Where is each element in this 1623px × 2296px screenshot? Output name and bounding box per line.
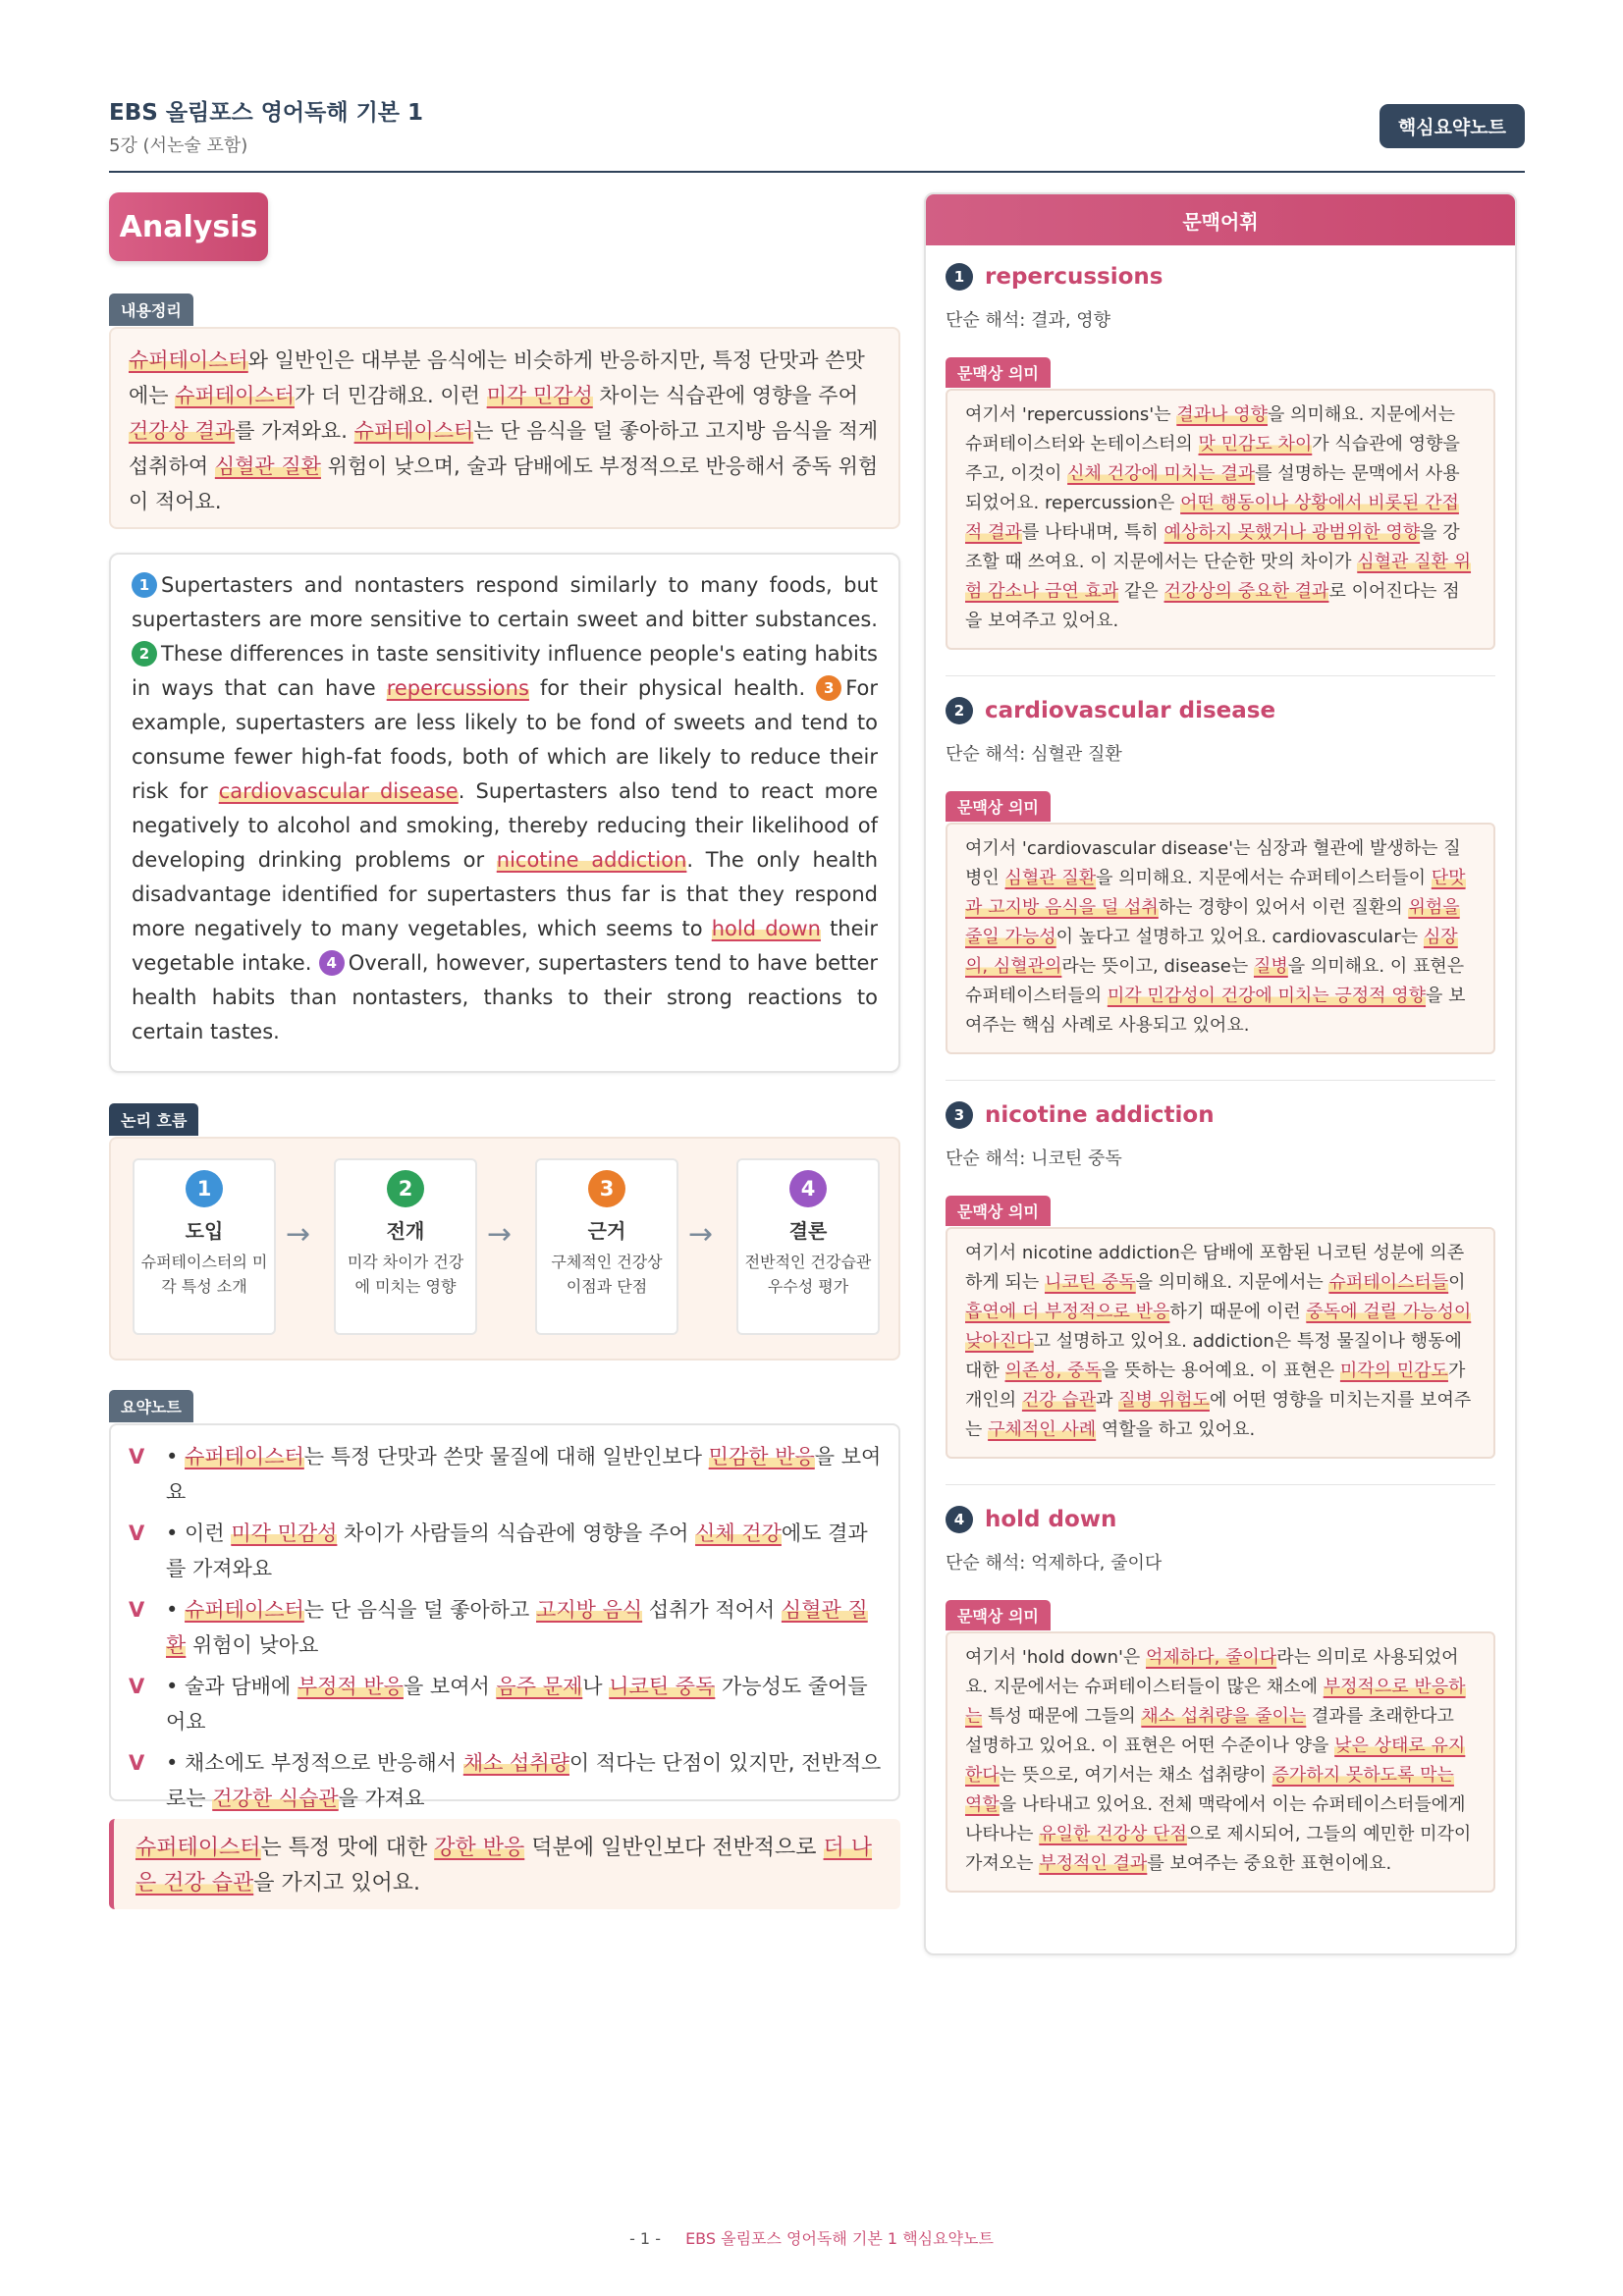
logic-flow [109, 1137, 900, 1361]
analysis-heading: Analysis [109, 192, 268, 261]
simple-translation: 니코틴 중독 [1031, 1148, 1122, 1169]
page-header [109, 94, 1525, 173]
context-meaning: 여기서 'repercussions'는 결과나 영향을 의미해요. 지문에서는 슈퍼테이스터와 논테이스터의 맛 민감도 차이가 식습관에 영향을 주고, 이것이 신체 건강에 미치는 결과를 설명하는 문맥에서 사용되었어요. repercussion은 어떤 행동이나 상황에서 비롯된 간접적 결과를 나타내며, 특히 예상하지 못했거나 광범위한 영향을 강조할 때 쓰여요. 이 지문에서는 단순한 맛의 차이가 심혈관 질환 위험 감소나 금연 효과 같은 건강상의 중요한 결과로 이어진다는 점을 보여주고 있어요. [946, 389, 1495, 650]
check-marker: V [129, 1598, 145, 1622]
flow-step-conclusion [736, 1158, 880, 1335]
flow-step-evidence [535, 1158, 678, 1335]
check-marker: V [129, 1445, 145, 1468]
flow-step-development [334, 1158, 477, 1335]
check-marker: V [129, 1675, 145, 1698]
context-tag: 문맥상 의미 [946, 1196, 1051, 1226]
flow-arrow: → [487, 1217, 513, 1252]
english-passage: 1 Supertasters and nontasters respond similarly to many foods, but supertasters are more sensitive to certain sweet and bitter substances. 2 These differences in taste sensitivity influence people's eating habits in ways that can have repercussions for their physical health. 3 For example, supertasters are less likely to be fond of sweets and tend to consume fewer high-fat foods, both of which are likely to reduce their risk for cardiovascular disease. Supertasters also tend to react more negatively to alcohol and smoking, thereby reducing their likelihood of developing drinking problems or nicotine addiction. The only health disadvantage identified for supertasters thus far is that they respond more negatively to many vegetables, which seems to hold down their vegetable intake. 4 Overall, however, supertasters tend to have better health habits than nontasters, thanks to their strong reactions to certain tastes. [109, 553, 900, 1073]
page-footer [0, 2226, 1623, 2249]
content-summary: 슈퍼테이스터와 일반인은 대부분 음식에는 비슷하게 반응하지만, 특정 단맛과 쓴맛에는 슈퍼테이스터가 더 민감해요. 이런 미각 민감성 차이는 식습관에 영향을 주어 건강상 결과를 가져와요. 슈퍼테이스터는 단 음식을 덜 좋아하고 고지방 음식을 적게 섭취하여 심혈관 질환 위험이 낮으며, 술과 담배에도 부정적으로 반응해서 중독 위험이 적어요. [109, 327, 900, 529]
flow-step-intro [133, 1158, 276, 1335]
vocab-entry-hold-down [946, 1506, 1116, 1533]
flow-arrow: → [286, 1217, 311, 1252]
simple-meaning [946, 1549, 1162, 1575]
flow-step-desc: 슈퍼테이스터의 미각 특성 소개 [140, 1253, 268, 1296]
flow-step-number: 3 [588, 1170, 625, 1207]
word-number: 4 [946, 1506, 973, 1533]
simple-prefix: 단순 해석: [946, 1553, 1026, 1574]
note-item: V • 채소에도 부정적으로 반응해서 채소 섭취량이 적다는 단점이 있지만, 전반적으로는 건강한 식습관을 가져요 [127, 1745, 883, 1816]
divider [946, 1484, 1495, 1485]
divider [946, 1080, 1495, 1081]
vocab-word: repercussions [985, 264, 1163, 290]
simple-meaning [946, 306, 1110, 332]
summary-notes [109, 1423, 900, 1810]
check-marker: V [129, 1751, 145, 1775]
context-meaning: 여기서 'hold down'은 억제하다, 줄이다라는 의미로 사용되었어요. 지문에서는 슈퍼테이스터들이 많은 채소에 부정적으로 반응하는 특성 때문에 그들의 채소 섭취량을 줄이는 결과를 초래한다고 설명하고 있어요. 이 표현은 어떤 수준이나 양을 낮은 상태로 유지한다는 뜻으로, 여기서는 채소 섭취량이 증가하지 못하도록 막는 역할을 나타내고 있어요. 전체 맥락에서 이는 슈퍼테이스터들에게 나타나는 유일한 건강상 단점으로 제시되어, 그들의 예민한 미각이 가져오는 부정적인 결과를 보여주는 중요한 표현이에요. [946, 1631, 1495, 1893]
vocab-word: cardiovascular disease [985, 698, 1276, 723]
flow-step-number: 1 [186, 1170, 223, 1207]
vocab-entry-repercussions [946, 263, 1163, 291]
context-tag: 문맥상 의미 [946, 791, 1051, 822]
page-title: EBS 올림포스 영어독해 기본 1 [109, 100, 424, 126]
vocab-entry-cardiovascular-disease [946, 697, 1275, 724]
sentence-1-marker: 1 [132, 572, 157, 598]
vocab-word: nicotine addiction [985, 1102, 1215, 1128]
conclusion-box: 슈퍼테이스터는 특정 맛에 대한 강한 반응 덕분에 일반인보다 전반적으로 더 나은 건강 습관을 가지고 있어요. [109, 1819, 900, 1909]
footer-title: EBS 올림포스 영어독해 기본 1 핵심요약노트 [685, 2229, 994, 2248]
flow-step-desc: 미각 차이가 건강에 미치는 영향 [347, 1253, 464, 1296]
context-vocabulary-panel [924, 192, 1517, 1955]
flow-step-desc: 구체적인 건강상 이점과 단점 [551, 1253, 663, 1296]
note-item: V • 이런 미각 민감성 차이가 사람들의 식습관에 영향을 주어 신체 건강에도 결과를 가져와요 [127, 1516, 883, 1586]
vocab-entry-nicotine-addiction [946, 1101, 1215, 1129]
note-type-badge: 핵심요약노트 [1380, 104, 1525, 148]
sentence-3-marker: 3 [816, 675, 841, 701]
context-meaning: 여기서 'cardiovascular disease'는 심장과 혈관에 발생하는 질병인 심혈관 질환을 의미해요. 지문에서는 슈퍼테이스터들이 단맛과 고지방 음식을 덜 섭취하는 경향이 있어서 이런 질환의 위험을 줄일 가능성이 높다고 설명하고 있어요. cardiovascular는 심장의, 심혈관의라는 뜻이고, disease는 질병을 의미해요. 이 표현은 슈퍼테이스터들의 미각 민감성이 건강에 미치는 긍정적 영향을 보여주는 핵심 사례로 사용되고 있어요. [946, 823, 1495, 1054]
simple-translation: 심혈관 질환 [1031, 744, 1122, 765]
page-number: - 1 - [629, 2229, 661, 2248]
context-tag: 문맥상 의미 [946, 1600, 1051, 1630]
summary-tag: 내용정리 [109, 294, 193, 326]
note-item: V • 술과 담배에 부정적 반응을 보여서 음주 문제나 니코틴 중독 가능성도 줄어들어요 [127, 1669, 883, 1739]
vocab-word: hold down [985, 1507, 1117, 1532]
note-item: V • 슈퍼테이스터는 특정 단맛과 쓴맛 물질에 대해 일반인보다 민감한 반응을 보여요 [127, 1439, 883, 1510]
flow-arrow: → [688, 1217, 714, 1252]
simple-translation: 결과, 영향 [1031, 310, 1111, 331]
flow-step-title: 근거 [587, 1219, 626, 1243]
simple-translation: 억제하다, 줄이다 [1031, 1553, 1163, 1574]
word-number: 1 [946, 263, 973, 291]
word-number: 3 [946, 1101, 973, 1129]
page-subtitle: 5강 (서논술 포함) [109, 135, 248, 156]
flow-step-title: 전개 [386, 1219, 425, 1243]
simple-meaning [946, 740, 1122, 766]
flow-step-number: 2 [387, 1170, 424, 1207]
flow-step-title: 결론 [788, 1219, 828, 1243]
sentence-4-marker: 4 [319, 950, 345, 976]
check-marker: V [129, 1522, 145, 1545]
vocab-header: 문맥어휘 [926, 194, 1515, 245]
flow-tag: 논리 흐름 [109, 1103, 198, 1136]
flow-step-number: 4 [789, 1170, 827, 1207]
flow-step-desc: 전반적인 건강습관 우수성 평가 [744, 1253, 872, 1296]
note-item: V • 슈퍼테이스터는 단 음식을 덜 좋아하고 고지방 음식 섭취가 적어서 심혈관 질환 위험이 낮아요 [127, 1592, 883, 1663]
simple-meaning [946, 1145, 1122, 1170]
context-tag: 문맥상 의미 [946, 357, 1051, 388]
simple-prefix: 단순 해석: [946, 744, 1026, 765]
notes-tag: 요약노트 [109, 1390, 193, 1422]
context-meaning: 여기서 nicotine addiction은 담배에 포함된 니코틴 성분에 의존하게 되는 니코틴 중독을 의미해요. 지문에서는 슈퍼테이스터들이 흡연에 더 부정적으로 반응하기 때문에 이런 중독에 걸릴 가능성이 낮아진다고 설명하고 있어요. addiction은 특정 물질이나 행동에 대한 의존성, 중독을 뜻하는 용어예요. 이 표현은 미각의 민감도가 개인의 건강 습관과 질병 위험도에 어떤 영향을 미치는지를 보여주는 구체적인 사례 역할을 하고 있어요. [946, 1227, 1495, 1459]
word-number: 2 [946, 697, 973, 724]
divider [946, 675, 1495, 676]
flow-step-title: 도입 [185, 1219, 224, 1243]
simple-prefix: 단순 해석: [946, 310, 1026, 331]
simple-prefix: 단순 해석: [946, 1148, 1026, 1169]
sentence-2-marker: 2 [132, 641, 157, 667]
